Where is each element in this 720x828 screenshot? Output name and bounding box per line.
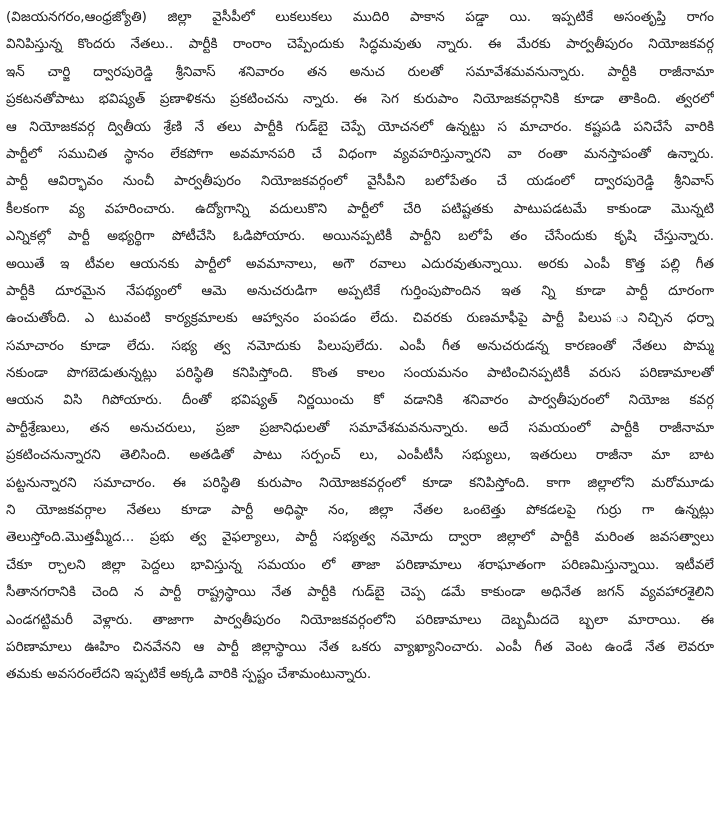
article-line: కీలకంగా వ్య వహరించారు. ఉద్యోగాన్ని వదులుకొని పార్టీలో చేరి పటిష్టతకు పాటుపడటమే కాకుండా మొన్నటి <box>6 200 714 217</box>
article-line: తెలుస్తోంది.మొత్తమ్మీద... ప్రభు త్వ వైఫల్యాలు, పార్టీ సభ్యత్వ నమోదు ద్వారా జిల్లాలో పార్టీకి మరింత జవసత్వాలు <box>6 529 714 546</box>
article-line: సీతానగరానికి చెంది న పార్టీ రాష్ట్రస్థాయి నేత పార్టీకి గుడ్‌బై చెప్ప డమే కాకుండా అధినేత జగన్ వ్యవహారశైలిని <box>6 584 714 601</box>
article-line: పరిణామాలు ఊహిం చినవేనని ఆ పార్టీ జిల్లాస్థాయి నేత ఒకరు వ్యాఖ్యానించారు. ఎంపీ గీత వెంట ఉండే నేత లెవరూ <box>6 638 714 655</box>
article-line: (విజయనగరం,ఆంధ్రజ్యోతి) జిల్లా వైసీపీలో లుకలుకలు ముదిరి పాకాన పడ్డా యి. ఇప్పటికే అసంతృప్తి రాగం <box>6 9 714 25</box>
article-line: పట్టనున్నారని సమాచారం. ఈ పరిస్థితి కురుపాం నియోజకవర్గంలో కూడా కనిపిస్తోంది. కాగా జిల్లాలోని మరోమూడు <box>6 474 714 491</box>
article-line: తమకు అవసరంలేదని ఇప్పటికే అక్కడి వారికి స్పష్టం చేశామంటున్నారు. <box>6 666 372 683</box>
article-line: ప్రకటించనున్నారని తెలిసింది. అతడితో పాటు సర్పంచ్ లు, ఎంపీటీసీ సభ్యులు, ఇతరులు రాజీనా మా బాట <box>6 447 714 464</box>
article-line: ప్రకటనతోపాటు భవిష్యత్ ప్రణాళికను ప్రకటించను న్నారు. ఈ సెగ కురుపాం నియోజకవర్గానికి కూడా తాకింది. త్వరలో <box>6 91 714 108</box>
article-line: పార్టీకి దూరమైన నేపథ్యంలో ఆమె అనుచరుడిగా అప్పటికే గుర్తింపుపొందిన ఇత న్ని కూడా పార్టీ దూరంగా <box>6 282 714 299</box>
article-line: ని యోజకవర్గాల నేతలు కూడా పార్టీ అధిష్ఠా నం, జిల్లా నేతల ఒంటెత్తు పోకడలపై గుర్రు గా ఉన్నట్లు <box>6 502 714 519</box>
article-line: నకుండా పొగబెడుతున్నట్లు పరిస్థితి కనిపిస్తోంది. కొంత కాలం సంయమనం పాటించినప్పటికీ వరుస పరిణామాలతో <box>6 365 714 382</box>
article-line: ఆయన విసి గిపోయారు. దీంతో భవిష్యత్ నిర్ణయించు కో వడానికి శనివారం పార్వతీపురంలో నియోజ కవర్గ <box>6 392 714 409</box>
article-line: చేకూ ర్చాలని జిల్లా పెద్దలు భావిస్తున్న సమయం లో తాజా పరిణామాలు శరాఘాతంగా పరిణమిస్తున్నాయి. ఇటీవలే <box>6 556 714 573</box>
article-line: ఇన్ చార్జి ద్వారపురెడ్డి శ్రీనివాస్ శనివారం తన అనుచ రులతో సమావేశమవనున్నారు. పార్టీకి రాజీనామా <box>6 63 714 80</box>
article-line: అయితే ఇ టీవల ఆయనకు పార్టీలో అవమానాలు, అగౌ రవాలు ఎదురవుతున్నాయి. అరకు ఎంపీ కొత్త పల్లి గీత <box>6 255 714 272</box>
article-line: పార్టీశ్రేణులు, తన అనుచరులు, ప్రజా ప్రజానిధులతో సమావేశమవనున్నారు. అదే సమయంలో పార్టీకి రాజీనామా <box>6 419 714 436</box>
article-line: ఆ నియోజకవర్గ ద్వితీయ శ్రేణి నే తలు పార్టీకి గుడ్‌బై చెప్పే యోచనలో ఉన్నట్టు స మాచారం. కష్టపడి పనిచేసే వారికి <box>6 118 714 135</box>
article-line: వినిపిస్తున్న కొందరు నేతలు.. పార్టీకి రాంరాం చెప్పేందుకు సిద్ధమవుతు న్నారు. ఈ మేరకు పార్వతీపురం నియోజకవర్గ <box>6 36 714 53</box>
news-article-body <box>6 4 714 689</box>
article-line: ఎండగట్టిమరీ వెళ్లారు. తాజాగా పార్వతీపురం నియోజకవర్గంలోని పరిణామాలు దెబ్బమీదదె బ్బలా మారాయి. ఈ <box>6 611 714 628</box>
article-line: పార్టీ ఆవిర్భావం నుంచీ పార్వతీపురం నియోజకవర్గంలో వైసీపీని బలోపేతం చే యడంలో ద్వారపురెడ్డి శ్రీనివాస్ <box>6 173 714 190</box>
article-line: ఉంచుతోంది. ఎ టువంటి కార్యక్రమాలకు ఆహ్వానం పంపడం లేదు. చివరకు రుణమాఫీపై పార్టీ పిలుప ునిచ్చిన ధర్నా <box>6 310 714 327</box>
article-line: ఎన్నికల్లో పార్టీ అభ్యర్థిగా పోటీచేసి ఓడిపోయారు. అయినప్పటికీ పార్టీని బలోపే తం చేసేందుకు కృషి చేస్తున్నారు. <box>6 228 714 245</box>
article-line: సమాచారం కూడా లేదు. సభ్య త్వ నమోదుకు పిలుపులేదు. ఎంపీ గీత అనుచరుడన్న కారణంతో నేతలు పొమ్మ <box>6 337 714 354</box>
article-line: పార్టీలో సముచిత స్థానం లేకపోగా అవమానపరి చే విధంగా వ్యవహరిస్తున్నారని వా రంతా మనస్తాపంతో ఉన్నారు. <box>6 145 714 162</box>
